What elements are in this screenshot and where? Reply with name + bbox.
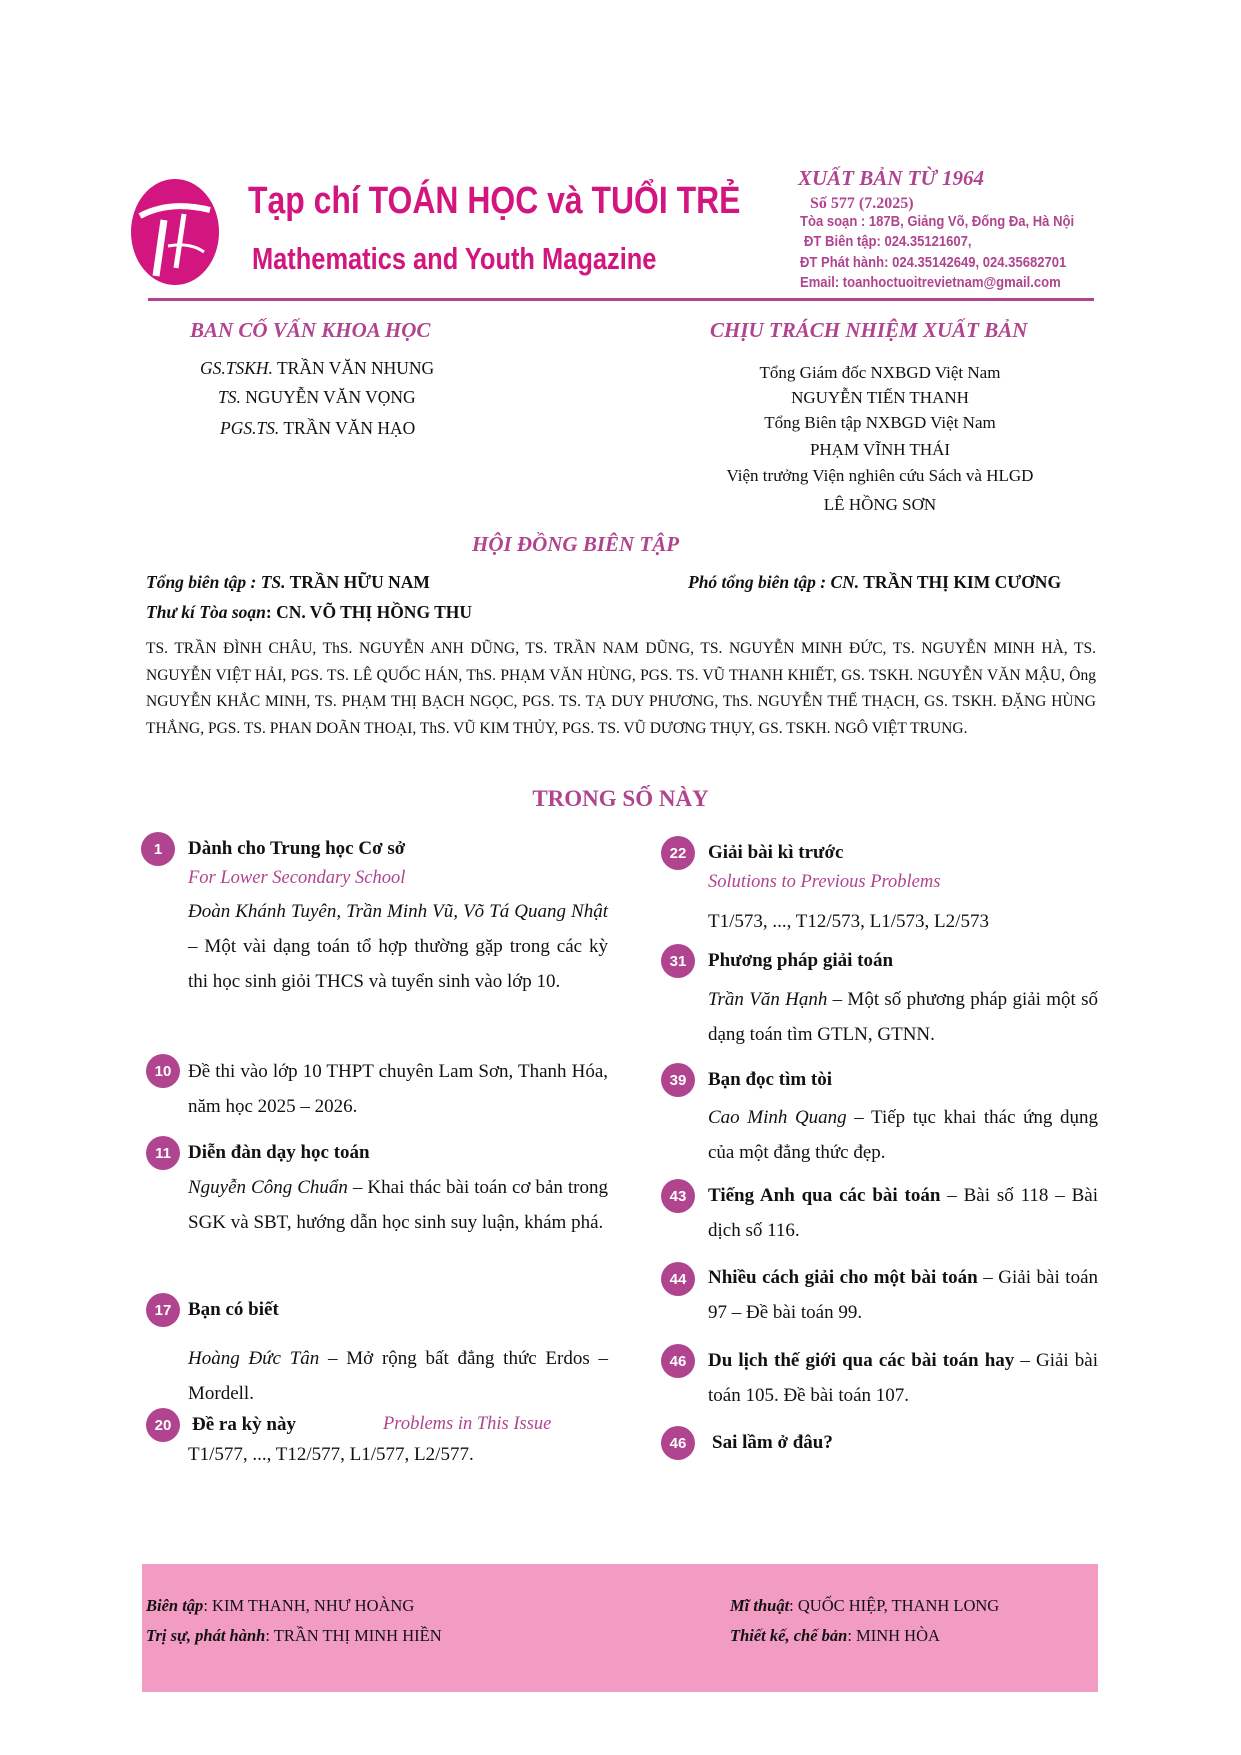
- editor-in-chief: Tổng biên tập : TS. TRẦN HỮU NAM: [146, 572, 430, 592]
- advisory-member: TS. NGUYỄN VĂN VỌNG: [218, 387, 416, 407]
- publisher-line: Tổng Biên tập NXBGD Việt Nam: [764, 413, 996, 432]
- magazine-title-en: Mathematics and Youth Magazine: [252, 241, 657, 276]
- page-badge: 1: [141, 832, 175, 866]
- page-badge: 20: [146, 1408, 180, 1442]
- issue-number: Số 577 (7.2025): [810, 195, 914, 212]
- credit-design: Thiết kế, chế bản: MINH HÒA: [730, 1626, 940, 1645]
- toc-heading[interactable]: Diễn đàn dạy học toán: [188, 1142, 370, 1163]
- toc-english: Problems in This Issue: [383, 1414, 552, 1434]
- page-badge: 22: [661, 836, 695, 870]
- toc-entry-body[interactable]: Tiếng Anh qua các bài toán – Bài số 118 – Bài dịch số 116.: [708, 1185, 1098, 1241]
- credit-editor: Biên tập: KIM THANH, NHƯ HOÀNG: [146, 1596, 415, 1615]
- toc-entry-body: Trần Văn Hạnh – Một số phương pháp giải một số dạng toán tìm GTLN, GTNN.: [708, 989, 1098, 1045]
- toc-entry-body: Nguyễn Công Chuẩn – Khai thác bài toán cơ bản trong SGK và SBT, hướng dẫn học sinh suy luận, khám phá.: [188, 1177, 608, 1233]
- deputy-editor: Phó tổng biên tập : CN. TRẦN THỊ KIM CƯƠNG: [688, 572, 1062, 592]
- toc-entry-body[interactable]: Nhiều cách giải cho một bài toán – Giải bài toán 97 – Đề bài toán 99.: [708, 1267, 1099, 1323]
- credits-footer: [142, 1564, 1098, 1692]
- published-since: XUẤT BẢN TỪ 1964: [798, 166, 985, 190]
- board-members: TS. TRẦN ĐÌNH CHÂU, ThS. NGUYỄN ANH DŨNG, TS. TRẦN NAM DŨNG, TS. NGUYỄN MINH ĐỨC, TS. NGUYỄN MINH HÀ, TS. NGUYỄN VIỆT HẢI, PGS. TS. LÊ QUỐC HÁN, ThS. PHẠM VĂN HÙNG, PGS. TS. VŨ THANH KHIẾT, GS. TSKH. NGUYỄN VĂN MẬU, Ông NGUYỄN KHẮC MINH, TS. PHẠM THỊ BẠCH NGỌC, PGS. TS. TẠ DUY PHƯƠNG, ThS. NGUYỄN THẾ THẠCH, GS. TSKH. ĐẶNG HÙNG THẮNG, PGS. TS. PHAN DOÃN THOẠI, ThS. VŨ KIM THỦY, PGS. TS. VŨ DƯƠNG THỤY, GS. TSKH. NGÔ VIỆT TRUNG.: [146, 640, 1096, 737]
- publisher-line: Viện trưởng Viện nghiên cứu Sách và HLGD: [726, 466, 1034, 485]
- editorial-secretary: Thư kí Tòa soạn: CN. VÕ THỊ HỒNG THU: [146, 602, 473, 622]
- toc-entry-body: T1/577, ..., T12/577, L1/577, L2/577.: [188, 1444, 474, 1465]
- phone-editorial: ĐT Biên tập: 024.35121607,: [804, 234, 972, 250]
- toc-english: For Lower Secondary School: [188, 868, 406, 888]
- page-badge: 17: [146, 1293, 180, 1327]
- toc-heading[interactable]: Phương pháp giải toán: [708, 950, 894, 971]
- page-badge: 11: [146, 1136, 180, 1170]
- page-badge: 44: [661, 1262, 695, 1296]
- toc-heading[interactable]: Bạn có biết: [188, 1299, 279, 1320]
- publisher-line: PHẠM VĨNH THÁI: [809, 440, 951, 459]
- toc-entry-body[interactable]: Du lịch thế giới qua các bài toán hay – Giải bài toán 105. Đề bài toán 107.: [708, 1350, 1098, 1406]
- page-badge: 46: [661, 1426, 695, 1460]
- advisory-member: GS.TSKH. TRẦN VĂN NHUNG: [200, 358, 435, 378]
- email-contact: Email: toanhoctuoitrevietnam@gmail.com: [800, 275, 1061, 291]
- toc-entry-body: T1/573, ..., T12/573, L1/573, L2/573: [708, 911, 989, 932]
- publisher-line: LÊ HỒNG SƠN: [823, 495, 937, 514]
- magazine-logo: [130, 176, 220, 286]
- toc-heading[interactable]: Bạn đọc tìm tòi: [708, 1069, 833, 1090]
- advisory-member: PGS.TS. TRẦN VĂN HẠO: [220, 418, 416, 438]
- page-badge: 10: [146, 1054, 180, 1088]
- toc-heading[interactable]: Giải bài kì trước: [708, 842, 844, 863]
- credit-art: Mĩ thuật: QUỐC HIỆP, THANH LONG: [730, 1596, 1000, 1615]
- header-divider: [148, 298, 1094, 301]
- toc-entry-body[interactable]: Đề thi vào lớp 10 THPT chuyên Lam Sơn, Thanh Hóa, năm học 2025 – 2026.: [188, 1061, 608, 1117]
- toc-english: Solutions to Previous Problems: [708, 872, 941, 892]
- publisher-title: CHỊU TRÁCH NHIỆM XUẤT BẢN: [710, 318, 1028, 342]
- toc-entry-body: Cao Minh Quang – Tiếp tục khai thác ứng dụng của một đẳng thức đẹp.: [708, 1107, 1098, 1163]
- phone-distribution: ĐT Phát hành: 024.35142649, 024.35682701: [800, 255, 1067, 271]
- magazine-title-vi: Tạp chí TOÁN HỌC và TUỔI TRẺ: [248, 180, 741, 222]
- publisher-line: Tổng Giám đốc NXBGD Việt Nam: [759, 363, 1001, 382]
- advisory-title: BAN CỐ VẤN KHOA HỌC: [190, 318, 431, 342]
- page-badge: 31: [661, 944, 695, 978]
- logo-emblem-icon: [130, 176, 220, 286]
- toc-heading[interactable]: Sai lầm ở đâu?: [712, 1432, 833, 1453]
- credit-admin: Trị sự, phát hành: TRẦN THỊ MINH HIỀN: [146, 1626, 442, 1645]
- toc-title: TRONG SỐ NÀY: [532, 786, 709, 811]
- toc-entry-body: Hoàng Đức Tân – Mở rộng bất đẳng thức Erdos – Mordell.: [188, 1348, 608, 1404]
- board-title: HỘI ĐỒNG BIÊN TẬP: [472, 532, 680, 556]
- toc-heading[interactable]: Đề ra kỳ này: [192, 1414, 296, 1435]
- toc-heading[interactable]: Dành cho Trung học Cơ sở: [188, 838, 406, 859]
- page-badge: 39: [661, 1063, 695, 1097]
- publisher-line: NGUYỄN TIẾN THANH: [791, 388, 969, 407]
- office-address: Tòa soạn : 187B, Giảng Võ, Đống Đa, Hà Nội: [800, 214, 1075, 230]
- page-badge: 43: [661, 1179, 695, 1213]
- page-badge: 46: [661, 1344, 695, 1378]
- toc-entry-body: Đoàn Khánh Tuyên, Trần Minh Vũ, Võ Tá Quang Nhật – Một vài dạng toán tổ hợp thường gặp trong các kỳ thi học sinh giỏi THCS và tuyển sinh vào lớp 10.: [188, 901, 608, 992]
